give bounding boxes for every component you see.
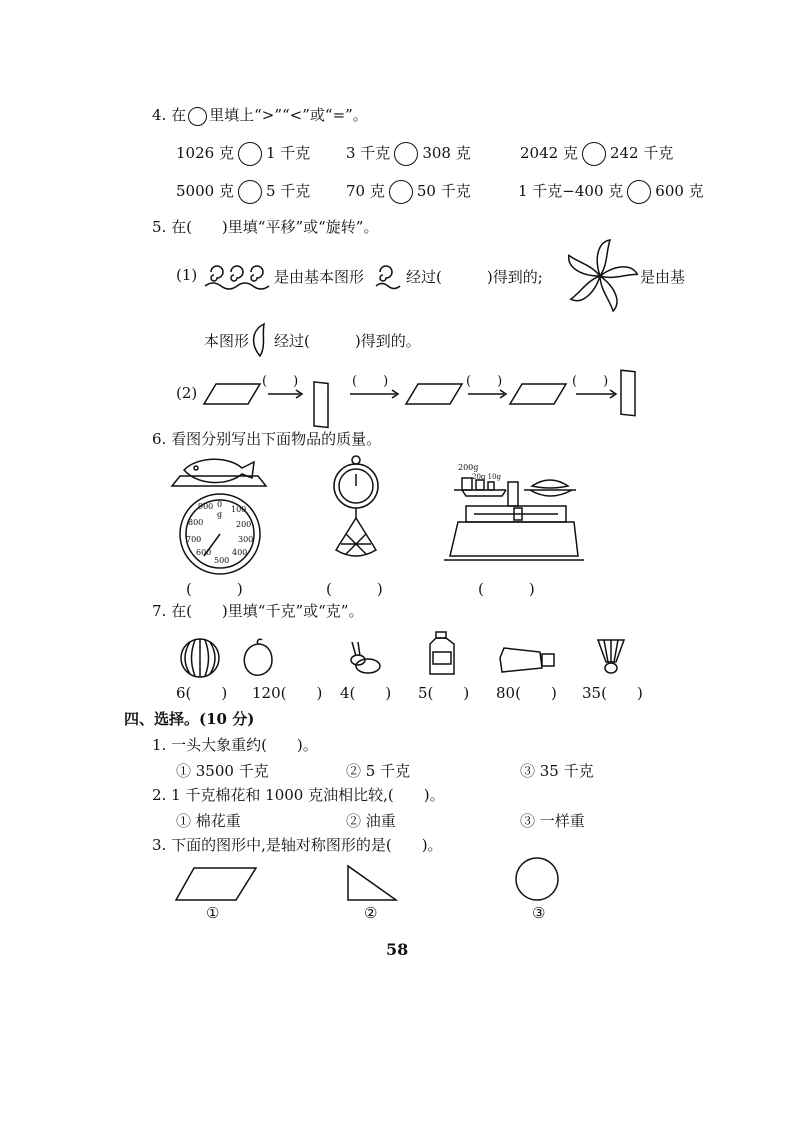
shuttlecock-icon bbox=[596, 636, 626, 676]
mc-q3-stem: 3. 下面的图形中,是轴对称图形的是( )。 bbox=[152, 836, 443, 854]
rabbit-icon bbox=[342, 640, 382, 676]
parallelogram-shape bbox=[204, 384, 260, 404]
q6-title: 6. 看图分别写出下面物品的质量。 bbox=[152, 430, 382, 448]
q4-item-2: 3 千克 308 克 bbox=[346, 142, 471, 166]
q6-answer-1[interactable]: ( ) bbox=[186, 580, 243, 598]
petal-icon bbox=[250, 322, 270, 358]
compare-circle[interactable] bbox=[627, 180, 651, 204]
q5-p1-text-c: 是由基 bbox=[640, 268, 686, 286]
parallelogram-shape bbox=[510, 384, 566, 404]
mc-q1-option-1[interactable]: ① 3500 千克 bbox=[176, 762, 269, 780]
mc-q3-label-2[interactable]: ② bbox=[364, 904, 378, 922]
mc-q1-option-3[interactable]: ③ 35 千克 bbox=[520, 762, 594, 780]
q7-title: 7. 在( )里填“千克”或“克”。 bbox=[152, 602, 364, 620]
mc-q3-label-3[interactable]: ③ bbox=[532, 904, 546, 922]
rectangle-shape bbox=[314, 382, 328, 427]
compare-circle[interactable] bbox=[238, 142, 262, 166]
compare-circle[interactable] bbox=[582, 142, 606, 166]
balance-scale-icon bbox=[444, 460, 584, 566]
q4-item-3: 2042 克 242 千克 bbox=[520, 142, 673, 166]
paren-blank-2[interactable]: ( ) bbox=[352, 374, 389, 389]
rectangle-shape bbox=[621, 370, 635, 415]
q4-item-1: 1026 克 1 千克 bbox=[176, 142, 310, 166]
mc-q2-stem: 2. 1 千克棉花和 1000 克油相比较,( )。 bbox=[152, 786, 445, 804]
compare-circle[interactable] bbox=[394, 142, 418, 166]
q5-p1-text-d: 本图形 bbox=[204, 332, 250, 350]
parallelogram-shape bbox=[406, 384, 462, 404]
parallelogram-shape bbox=[174, 864, 258, 904]
blank-circle-icon[interactable] bbox=[188, 107, 207, 126]
mc-q2-option-2[interactable]: ② 油重 bbox=[346, 812, 396, 830]
bottle-icon bbox=[424, 630, 460, 678]
right-triangle-shape bbox=[344, 864, 398, 902]
q7-item-2[interactable]: 120( ) bbox=[252, 684, 323, 702]
circle-shape bbox=[514, 856, 560, 902]
section-4-title: 四、选择。(10 分) bbox=[124, 710, 255, 728]
banana-icon bbox=[532, 480, 568, 488]
mc-q1-stem: 1. 一头大象重约( )。 bbox=[152, 736, 318, 754]
mc-q3-label-1[interactable]: ① bbox=[206, 904, 220, 922]
q4-title: 4. 在 里填上“>”“<”或“=”。 bbox=[152, 106, 368, 124]
q5-title: 5. 在( )里填“平移”或“旋转”。 bbox=[152, 218, 379, 236]
compare-circle[interactable] bbox=[389, 180, 413, 204]
q5-p2-num: (2) bbox=[176, 384, 198, 402]
single-spiral-icon bbox=[374, 258, 402, 292]
q4-item-6: 1 千克−400 克 600 克 bbox=[518, 180, 704, 204]
paren-blank-3[interactable]: ( ) bbox=[466, 374, 503, 389]
q4-item-4: 5000 克 5 千克 bbox=[176, 180, 310, 204]
peach-icon bbox=[238, 638, 278, 678]
hanging-scale-icon bbox=[326, 454, 386, 564]
q7-item-1[interactable]: 6( ) bbox=[176, 684, 228, 702]
watermelon-icon bbox=[178, 636, 224, 678]
net-bag-icon bbox=[336, 518, 376, 556]
compare-circle[interactable] bbox=[238, 180, 262, 204]
q7-item-6[interactable]: 35( ) bbox=[582, 684, 643, 702]
q7-item-5[interactable]: 80( ) bbox=[496, 684, 557, 702]
paren-blank-1[interactable]: ( ) bbox=[262, 374, 299, 389]
q5-p1-text-b: 经过( )得到的; bbox=[406, 268, 543, 286]
q5-p1-text-e: 经过( )得到的。 bbox=[274, 332, 421, 350]
mc-q2-option-3[interactable]: ③ 一样重 bbox=[520, 812, 585, 830]
paren-blank-4[interactable]: ( ) bbox=[572, 374, 609, 389]
fish-icon bbox=[184, 459, 254, 482]
spiral-row-icon bbox=[203, 258, 273, 294]
q6-answer-2[interactable]: ( ) bbox=[326, 580, 383, 598]
q6-answer-3[interactable]: ( ) bbox=[478, 580, 535, 598]
toothpaste-icon bbox=[498, 644, 558, 674]
q7-item-3[interactable]: 4( ) bbox=[340, 684, 392, 702]
q5-p1-text-a: 是由基本图形 bbox=[274, 268, 365, 286]
mc-q2-option-1[interactable]: ① 棉花重 bbox=[176, 812, 241, 830]
page-number: 58 bbox=[386, 940, 409, 959]
q5-p1-num: (1) bbox=[176, 266, 198, 284]
q7-item-4[interactable]: 5( ) bbox=[418, 684, 470, 702]
pinwheel-flower-icon bbox=[560, 236, 640, 316]
q4-item-5: 70 克 50 千克 bbox=[346, 180, 471, 204]
mc-q1-option-2[interactable]: ② 5 千克 bbox=[346, 762, 411, 780]
